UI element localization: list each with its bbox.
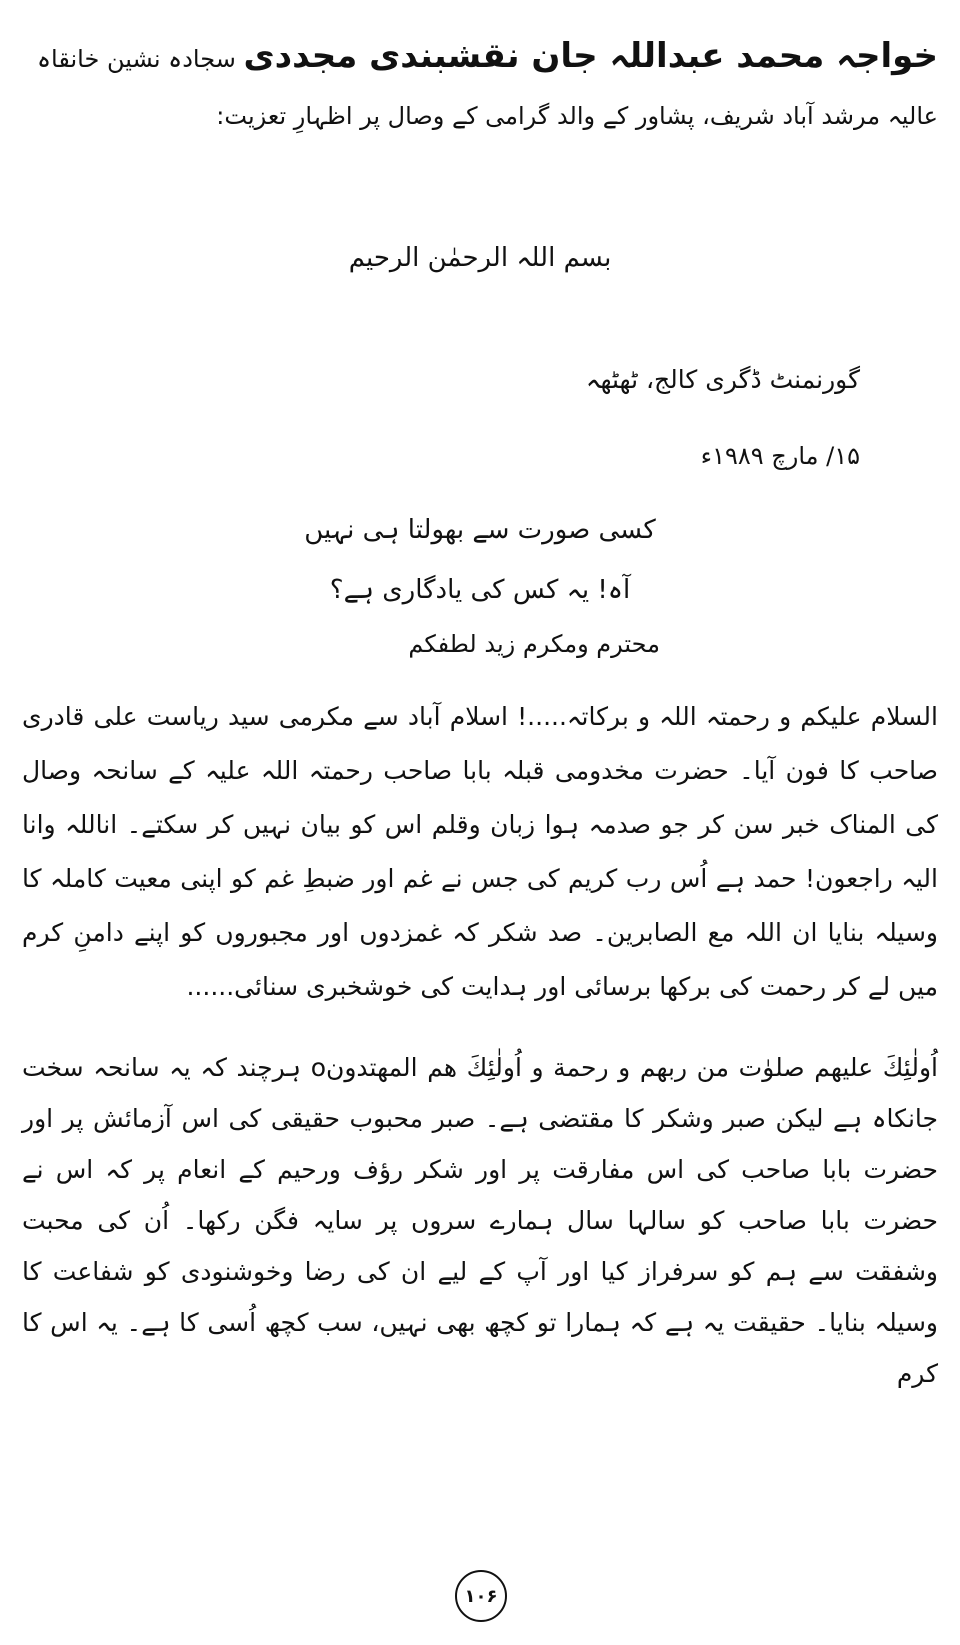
body-paragraph-2: اُولٰئِكَ عليهم صلوٰت من ربهم و رحمة و اُولٰئِكَ هم المهتدونo ہرچند کہ یہ سانحہ سخت جانکاہ ہے لیکن صبر وشکر کا مقتضی ہے۔ صبر محبوب حقیقی کی اس آزمائش پر اور حضرت بابا صاحب کی اس مفارقت پر اور شکر رؤف ورحیم کے انعام پر کہ اس نے حضرت بابا صاحب کو سالہا سال ہمارے سروں پر سایہ فگن رکھا۔ اُن کی محبت وشفقت سے ہم کو سرفراز کیا اور آپ کے لیے ان کی رضا وخوشنودی کو شفاعت کا وسیلہ بنایا۔ حقیقت یہ ہے کہ ہمارا تو کچھ بھی نہیں، سب کچھ اُسی کا ہے۔ یہ اس کا کرم bbox=[22, 1053, 938, 1388]
body-paragraph-1: السلام علیکم و رحمتہ اللہ و برکاتہ.....! اسلام آباد سے مکرمی سید ریاست علی قادری صاحب کا فون آیا۔ حضرت مخدومی قبلہ بابا صاحب رحمتہ اللہ علیہ کے سانحہ وصال کی المناک خبر سن کر جو صدمہ ہوا زبان وقلم اس کو بیان نہیں کر سکتے۔ اناللہ وانا الیہ راجعون! حمد ہے اُس رب کریم کی جس نے غم اور ضبطِ غم کو اپنی معیت کاملہ کا وسیلہ بنایا ان اللہ مع الصابرین۔ صد شکر کہ غمزدوں اور مجبوروں کو اپنے دامنِ کرم میں لے کر رحمت کی برکھا برسائی اور ہدایت کی خوشخبری سنائی...... bbox=[22, 702, 938, 1001]
heading-name: خواجہ محمد عبداللہ جان نقشبندی مجددی bbox=[243, 36, 938, 76]
bismillah: بسم اللہ الرحمٰن الرحیم bbox=[348, 243, 612, 273]
page-number: ۱۰۶ bbox=[455, 1570, 507, 1622]
page-heading bbox=[22, 28, 938, 144]
heading-description: سجادہ نشین خانقاہ عالیہ مرشد آباد شریف، پشاور کے والد گرامی کے وصال پر اظہارِ تعزیت: bbox=[36, 45, 938, 130]
verse-line-2: آہ! یہ کس کی یادگاری ہے؟ bbox=[329, 575, 631, 605]
letter-sender-address: گورنمنٹ ڈگری کالج، ٹھٹھہ bbox=[585, 365, 860, 394]
letter-date: ۱۵/ مارچ ۱۹۸۹ء bbox=[700, 442, 860, 470]
verse-line-1: کسی صورت سے بھولتا ہی نہیں bbox=[304, 515, 656, 545]
salutation: محترم ومکرم زید لطفکم bbox=[408, 630, 660, 658]
